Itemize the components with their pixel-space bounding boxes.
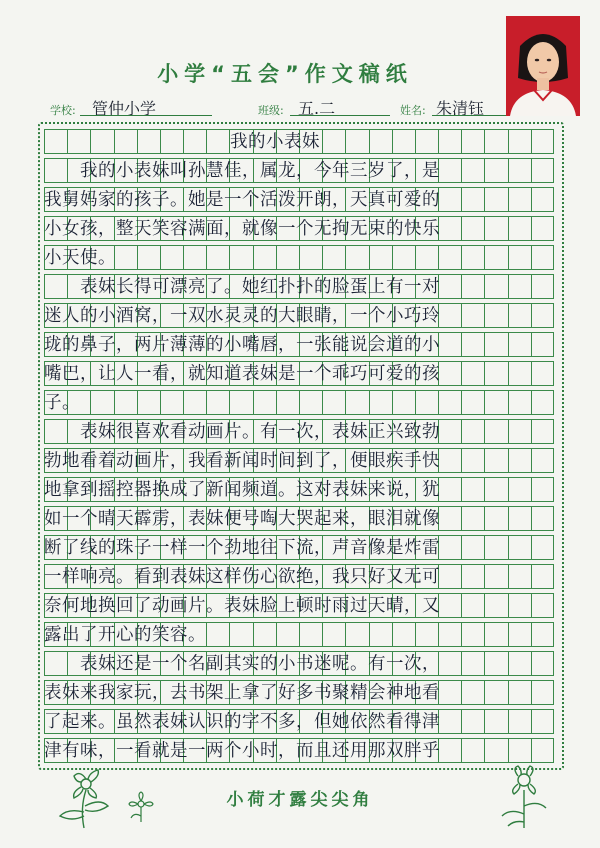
essay-line: 我的小表妹叫孙慧佳，属龙，今年三岁了，是 <box>44 161 440 181</box>
grid-row <box>44 593 554 618</box>
essay-line: 我舅妈家的孩子。她是一个活泼开朗，天真可爱的 <box>44 190 440 210</box>
class-underline <box>290 115 390 116</box>
grid-row <box>44 709 554 734</box>
essay-line: 如一个晴天霹雳，表妹便号啕大哭起来，眼泪就像 <box>44 509 440 529</box>
grid-row <box>44 535 554 560</box>
grid-cell <box>484 129 507 154</box>
grid-cell <box>160 129 183 154</box>
grid-cell <box>508 129 531 154</box>
school-value: 管仲小学 <box>92 99 157 118</box>
footer-slogan: 小荷才露尖尖角 <box>226 790 374 810</box>
essay-line: 嘴巴，让人一看，就知道表妹是一个乖巧可爱的孩 <box>44 364 440 384</box>
essay-line: 断了线的珠子一样一个劲地往下流，声音像是炸雷 <box>44 538 440 558</box>
essay-line: 了起来。虽然表妹认识的字不多，但她依然看得津 <box>44 712 440 732</box>
essay-line: 一样响亮。看到表妹这样伤心欲绝，我只好又无可 <box>44 567 440 587</box>
grid-row <box>44 216 554 241</box>
grid-cell <box>438 129 461 154</box>
school-underline <box>80 115 212 116</box>
name-value: 朱清钰 <box>436 99 485 118</box>
school-label: 学校: <box>50 104 76 117</box>
grid-row-title <box>44 129 554 154</box>
essay-line: 小天使。 <box>44 248 116 268</box>
grid-row <box>44 274 554 299</box>
grid-row <box>44 622 554 647</box>
grid-cell <box>114 129 137 154</box>
grid-row <box>44 448 554 473</box>
grid-row <box>44 651 554 676</box>
essay-line: 表妹来我家玩，去书架上拿了好多书聚精会神地看 <box>44 683 440 703</box>
grid-cell <box>345 129 368 154</box>
grid-cell <box>44 129 67 154</box>
grid-row <box>44 158 554 183</box>
grid-row <box>44 419 554 444</box>
name-label: 姓名: <box>400 104 426 117</box>
essay-line: 津有味，一看就是一两个小时，而且还用那双胖乎 <box>44 741 440 761</box>
essay-line: 迷人的小酒窝，一双水灵灵的大眼睛，一个小巧玲 <box>44 306 440 326</box>
student-photo <box>506 16 580 116</box>
essay-line: 表妹还是一个名副其实的小书迷呢。有一次， <box>44 654 440 674</box>
grid-row <box>44 332 554 357</box>
grid-row <box>44 187 554 212</box>
grid-cell <box>322 129 345 154</box>
flower-illustration-right <box>490 764 560 830</box>
class-value: 五.二 <box>298 99 336 118</box>
grid-row <box>44 477 554 502</box>
grid-cell <box>137 129 160 154</box>
grid-cell <box>392 129 415 154</box>
grid-row <box>44 303 554 328</box>
grid-row <box>44 390 554 415</box>
grid-cell <box>90 129 113 154</box>
essay-line: 珑的鼻子，两片薄薄的小嘴唇，一张能说会道的小 <box>44 335 440 355</box>
grid-cell <box>206 129 229 154</box>
flower-illustration-left <box>50 768 120 830</box>
essay-line: 奈何地换回了动画片。表妹脸上顿时雨过天晴，又 <box>44 596 440 616</box>
essay-line: 小女孩，整天笑容满面，就像一个无拘无束的快乐 <box>44 219 440 239</box>
grid-cell <box>415 129 438 154</box>
grid-cell <box>67 129 90 154</box>
grid-cell <box>183 129 206 154</box>
paper-title: 小学“五会”作文稿纸 <box>157 62 413 86</box>
essay-line: 子。 <box>44 393 80 413</box>
grid-row <box>44 245 554 270</box>
grid-row <box>44 361 554 386</box>
grid-row <box>44 506 554 531</box>
grid-cell <box>531 129 554 154</box>
class-label: 班级: <box>258 104 284 117</box>
essay-line: 地拿到摇控器换成了新闻频道。这对表妹来说，犹 <box>44 480 440 500</box>
essay-line: 勃地看着动画片，我看新闻时间到了，便眼疾手快 <box>44 451 440 471</box>
grid-row <box>44 680 554 705</box>
grid-row <box>44 738 554 763</box>
essay-line: 表妹长得可漂亮了。她红扑扑的脸蛋上有一对 <box>44 277 440 297</box>
grid-cell <box>369 129 392 154</box>
essay-line: 表妹很喜欢看动画片。有一次，表妹正兴致勃 <box>44 422 440 442</box>
grid-row <box>44 564 554 589</box>
name-underline <box>432 115 506 116</box>
flower-illustration-small <box>124 790 158 824</box>
grid-cell <box>461 129 484 154</box>
essay-line: 露出了开心的笑容。 <box>44 625 206 645</box>
writing-grid <box>44 129 554 759</box>
essay-title: 我的小表妹 <box>230 132 320 152</box>
